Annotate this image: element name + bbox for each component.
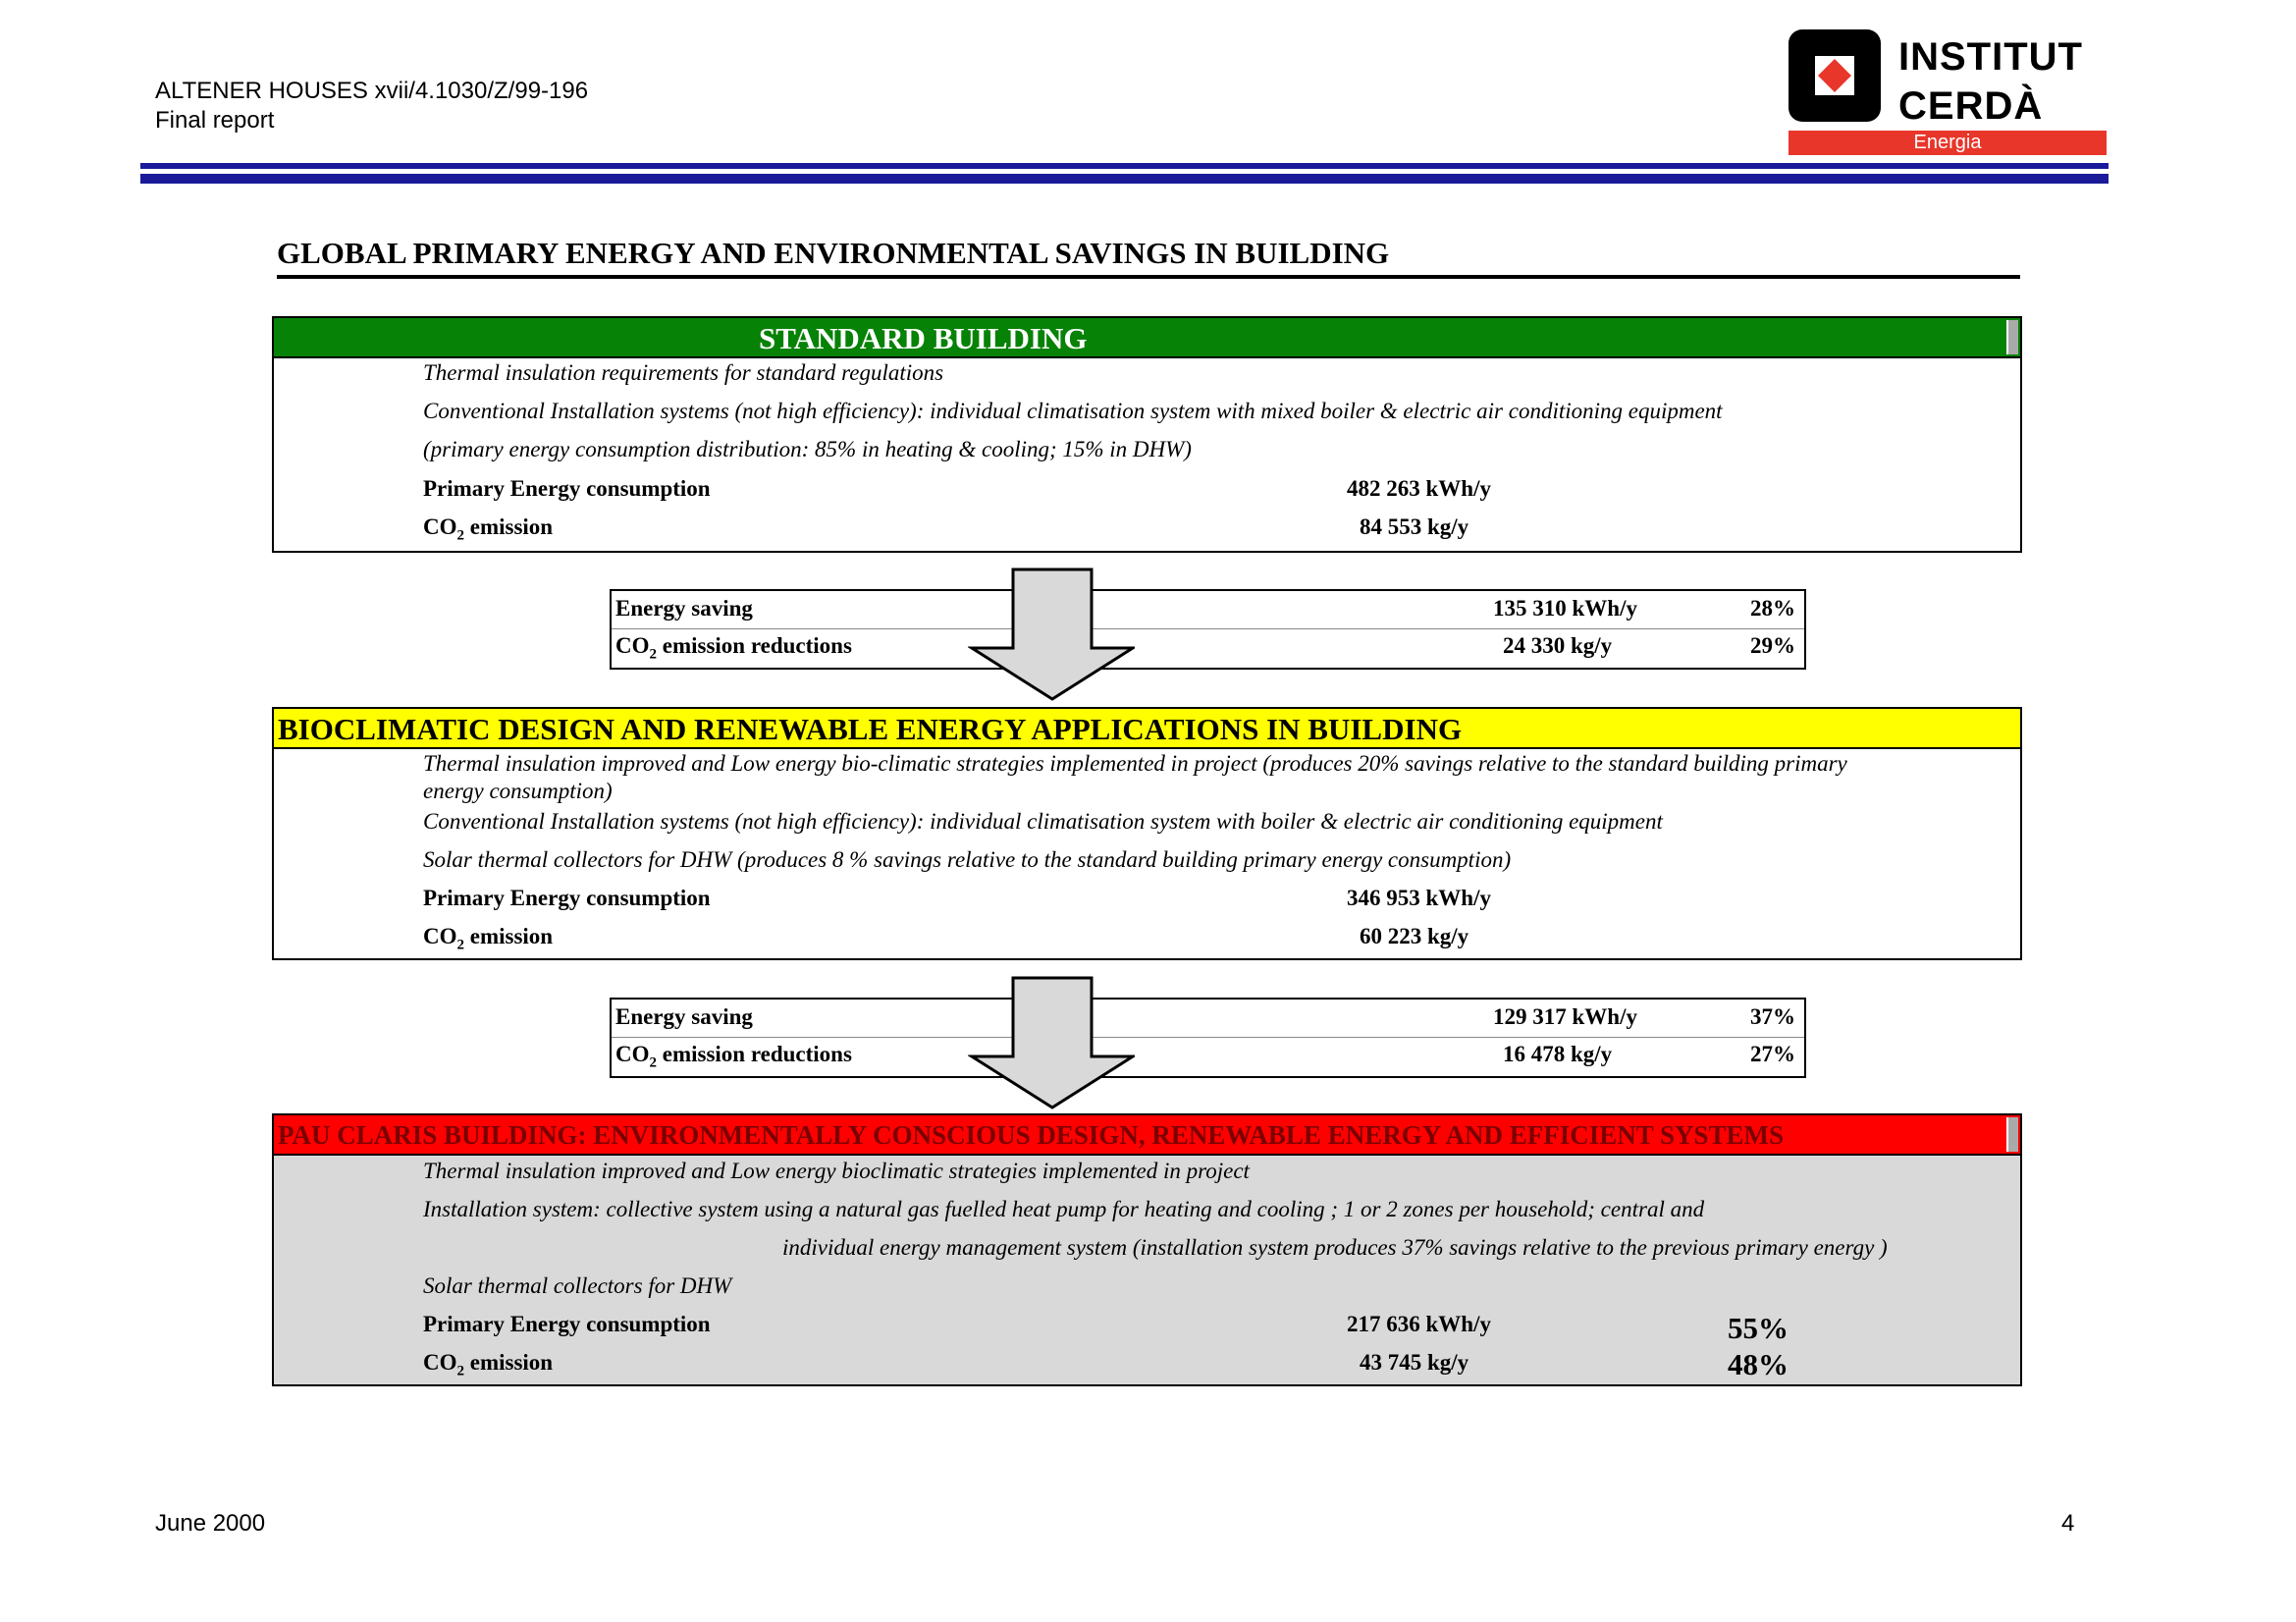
standard-building-heading: STANDARD BUILDING bbox=[759, 321, 1088, 355]
pau-claris-line-1: Thermal insulation improved and Low energy bioclimatic strategies implemented in project bbox=[423, 1159, 1250, 1183]
logo-line2: CERDÀ bbox=[1898, 84, 2044, 128]
co2-subscript: 2 bbox=[456, 937, 464, 953]
saving2-energy-label: Energy saving bbox=[615, 1004, 753, 1029]
pau-claris-line-2a: Installation system: collective system using a natural gas fuelled heat pump for heating and cooling ; 1 or 2 zones per household; central and bbox=[423, 1197, 1705, 1221]
pau-claris-header bbox=[274, 1115, 2020, 1156]
pau-claris-co2-value: 43 745 kg/y bbox=[1360, 1350, 1469, 1375]
pau-claris-co2-label bbox=[423, 1349, 553, 1385]
bioclimatic-header bbox=[274, 709, 2020, 749]
standard-line-3: (primary energy consumption distribution: 85% in heating & cooling; 15% in DHW) bbox=[423, 437, 1192, 461]
standard-building-header bbox=[274, 318, 2020, 358]
co2-subscript: 2 bbox=[649, 646, 657, 663]
saving2-energy-pct: 37% bbox=[1750, 1004, 1795, 1029]
standard-line-2: Conventional Installation systems (not high efficiency): individual climatisation system with mixed boiler & electric air conditioning equipment bbox=[423, 399, 1723, 423]
saving2-co2-value: 16 478 kg/y bbox=[1503, 1042, 1613, 1066]
down-arrow-icon bbox=[968, 976, 1135, 1109]
bioclimatic-box bbox=[272, 707, 2022, 960]
bioclimatic-line-1b: energy consumption) bbox=[423, 779, 613, 803]
emission-text: emission bbox=[464, 924, 554, 948]
co2-subscript: 2 bbox=[456, 527, 464, 544]
co2-text: CO bbox=[615, 1042, 650, 1066]
title-underline bbox=[277, 275, 2020, 279]
co2-text: CO bbox=[423, 924, 457, 948]
reductions-text: emission reductions bbox=[657, 633, 852, 658]
co2-text: CO bbox=[423, 1350, 457, 1375]
header-rule-thick bbox=[140, 174, 2109, 184]
emission-text: emission bbox=[464, 1350, 554, 1375]
saving1-co2-label bbox=[615, 632, 852, 669]
saving-row-divider bbox=[612, 1037, 1804, 1038]
saving1-energy-label: Energy saving bbox=[615, 596, 753, 621]
co2-subscript: 2 bbox=[649, 1054, 657, 1071]
header-scroll-marker bbox=[2006, 320, 2018, 354]
pau-claris-line-2b: individual energy management system (installation system produces 37% savings relative to the previous primary energy ) bbox=[782, 1235, 1888, 1260]
standard-co2-label bbox=[423, 514, 553, 550]
reductions-text: emission reductions bbox=[657, 1042, 852, 1066]
header-scroll-marker bbox=[2006, 1117, 2018, 1152]
co2-subscript: 2 bbox=[456, 1363, 464, 1379]
bioclimatic-line-1a: Thermal insulation improved and Low energy bio-climatic strategies implemented in project (produces 20% savings relative to the standard building primary bbox=[423, 751, 1847, 776]
report-type: Final report bbox=[155, 107, 275, 134]
saving1-energy-pct: 28% bbox=[1750, 596, 1795, 621]
bioclimatic-line-2: Conventional Installation systems (not high efficiency): individual climatisation system with boiler & electric air conditioning equipment bbox=[423, 809, 1663, 834]
page-number: 4 bbox=[2061, 1510, 2075, 1537]
saving1-co2-pct: 29% bbox=[1750, 633, 1795, 658]
saving-table-2 bbox=[610, 998, 1806, 1078]
pau-claris-co2-pct: 48% bbox=[1728, 1347, 1789, 1381]
standard-co2-value: 84 553 kg/y bbox=[1360, 514, 1469, 539]
header-rule-thin bbox=[140, 163, 2109, 169]
bioclimatic-pe-label: Primary Energy consumption bbox=[423, 886, 711, 910]
footer-date: June 2000 bbox=[155, 1510, 266, 1537]
logo-line1: INSTITUT bbox=[1898, 35, 2083, 79]
bioclimatic-pe-value: 346 953 kWh/y bbox=[1347, 886, 1491, 910]
bioclimatic-heading: BIOCLIMATIC DESIGN AND RENEWABLE ENERGY APPLICATIONS IN BUILDING bbox=[278, 712, 1463, 746]
co2-text: CO bbox=[615, 633, 650, 658]
pau-claris-pe-value: 217 636 kWh/y bbox=[1347, 1312, 1491, 1336]
saving2-co2-label bbox=[615, 1041, 852, 1077]
standard-building-box bbox=[272, 316, 2022, 553]
bioclimatic-line-3: Solar thermal collectors for DHW (produces 8 % savings relative to the standard building primary energy consumption) bbox=[423, 847, 1512, 872]
page-title: GLOBAL PRIMARY ENERGY AND ENVIRONMENTAL SAVINGS IN BUILDING bbox=[277, 236, 1390, 270]
saving2-energy-value: 129 317 kWh/y bbox=[1493, 1004, 1637, 1029]
saving1-energy-value: 135 310 kWh/y bbox=[1493, 596, 1637, 621]
logo-bar: Energia bbox=[1789, 131, 2107, 155]
pau-claris-pe-pct: 55% bbox=[1728, 1311, 1789, 1345]
saving2-co2-pct: 27% bbox=[1750, 1042, 1795, 1066]
saving1-co2-value: 24 330 kg/y bbox=[1503, 633, 1613, 658]
pau-claris-box bbox=[272, 1113, 2022, 1386]
pau-claris-line-3: Solar thermal collectors for DHW bbox=[423, 1273, 732, 1298]
standard-pe-value: 482 263 kWh/y bbox=[1347, 476, 1491, 501]
standard-pe-label: Primary Energy consumption bbox=[423, 476, 711, 501]
pau-claris-heading: PAU CLARIS BUILDING: ENVIRONMENTALLY CONSCIOUS DESIGN, RENEWABLE ENERGY AND EFFICIENT SYSTEMS bbox=[278, 1120, 1785, 1150]
project-code: ALTENER HOUSES xvii/4.1030/Z/99-196 bbox=[155, 78, 589, 104]
co2-text: CO bbox=[423, 514, 457, 539]
pau-claris-pe-label: Primary Energy consumption bbox=[423, 1312, 711, 1336]
down-arrow-icon bbox=[968, 568, 1135, 701]
emission-text: emission bbox=[464, 514, 554, 539]
standard-line-1: Thermal insulation requirements for standard regulations bbox=[423, 360, 944, 385]
saving-table-1 bbox=[610, 589, 1806, 670]
bioclimatic-co2-value: 60 223 kg/y bbox=[1360, 924, 1469, 948]
saving-row-divider bbox=[612, 628, 1804, 629]
bioclimatic-co2-label bbox=[423, 923, 553, 959]
